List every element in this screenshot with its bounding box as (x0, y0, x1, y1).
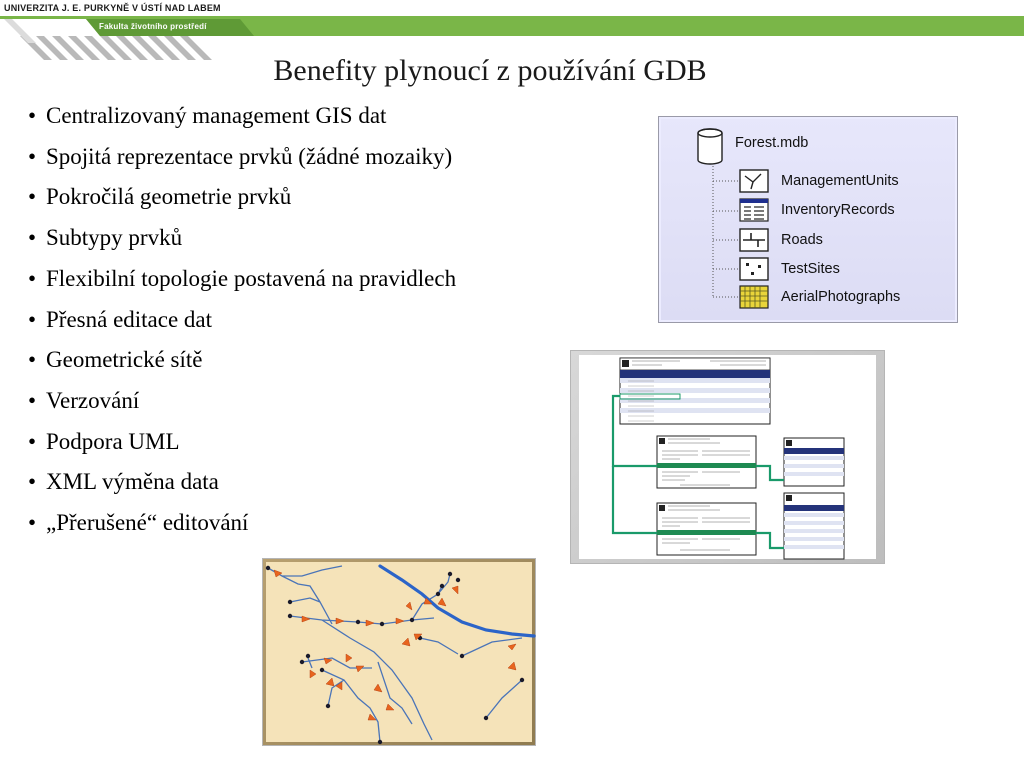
uml-schema-image (570, 350, 885, 564)
bullet-item: • Podpora UML (28, 428, 180, 454)
uml-schema-drawing (570, 350, 885, 564)
bullet-item: • XML výměna data (28, 469, 219, 495)
tree-item-label: InventoryRecords (781, 202, 895, 218)
database-name: Forest.mdb (735, 135, 809, 151)
table-icon (739, 198, 769, 222)
tree-item-label: ManagementUnits (781, 173, 899, 189)
bullet-item: • Spojitá reprezentace prvků (žádné mozaiky) (28, 143, 453, 169)
bullet-item: • Pokročilá geometrie prvků (28, 184, 292, 210)
university-name: UNIVERZITA J. E. PURKYNĚ V ÚSTÍ NAD LABEM (4, 3, 221, 13)
bullet-item: • Flexibilní topologie postavená na pravidlech (28, 265, 457, 291)
network-map-drawing (262, 558, 536, 746)
bullet-item: • „Přerušené“ editování (28, 510, 249, 536)
faculty-name: Fakulta životního prostředí (99, 22, 207, 31)
bullet-list (28, 96, 456, 544)
slide-title: Benefity plynoucí z používání GDB (273, 54, 707, 87)
database-icon (695, 127, 725, 167)
bullet-item: • Verzování (28, 387, 140, 413)
line-feature-icon (739, 228, 769, 252)
geodatabase-tree-image (658, 116, 958, 323)
bullet-item: • Subtypy prvků (28, 225, 183, 251)
polygon-feature-icon (739, 169, 769, 193)
bullet-item: • Přesná editace dat (28, 306, 213, 332)
point-feature-icon (739, 257, 769, 281)
raster-icon (739, 285, 769, 309)
tree-item-label: TestSites (781, 261, 840, 277)
network-map-image (262, 558, 536, 746)
tree-item-label: AerialPhotographs (781, 289, 901, 305)
tree-item-label: Roads (781, 232, 823, 248)
bullet-item: • Geometrické sítě (28, 347, 203, 373)
bullet-item: • Centralizovaný management GIS dat (28, 103, 387, 128)
